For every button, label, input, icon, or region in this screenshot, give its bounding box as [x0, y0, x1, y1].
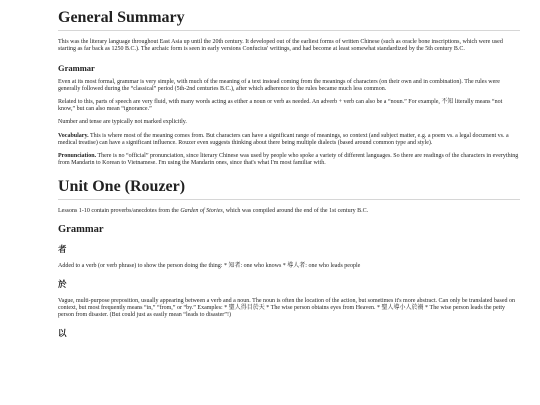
- unit-one-intro-before: Lessons 1-10 contain proverbs/anecdotes from the: [58, 208, 181, 215]
- book-title: Garden of Stories: [180, 208, 223, 215]
- unit-one-grammar-heading: Grammar: [58, 223, 104, 235]
- grammar-paragraph-2: Related to this, parts of speech are very fluid, with many words acting as either a noun or verb as needed. An adverb + verb can also be a “noun.” For example, 不知 literally means “not know,” but can also mean “ignorance.”: [58, 98, 503, 113]
- summary-intro-paragraph: This was the literary language throughout East Asia up until the 20th century. It developed out of the earliest forms of written Chinese (such as oracle bone inscriptions, which were used starting as far back as 1250 B.C.). The archaic form is seen in early versions Confucius' writings, and had become at least somewhat standardized by the 5th century B.C.: [58, 39, 503, 53]
- vocabulary-paragraph: [58, 133, 520, 147]
- section-title-general-summary: General Summary: [58, 8, 520, 31]
- pronunciation-paragraph: [58, 153, 520, 167]
- character-heading-yi: 以: [58, 329, 67, 340]
- unit-one-intro-after: , which was compiled around the end of the 1st century B.C.: [222, 208, 369, 215]
- pronunciation-label: Pronunciation.: [58, 152, 97, 159]
- vocabulary-label: Vocabulary.: [58, 132, 89, 139]
- character-heading-zhe: 者: [58, 244, 67, 255]
- character-yu-explanation: Vague, multi-purpose preposition, usually appearing between a verb and a noun. The noun is often the location of the action, but sometimes it's more abstract. Can only be translated based on context, but most frequently means “in,” “from,” or “by.” Examples: * 聖人得目於天 * The wise person obtains eyes from Heaven. * 聖人導小人於禍 * The wise person leads the petty person from disaster. (But could just as easily mean “leads to disaster”!): [58, 297, 516, 319]
- vocabulary-text: This is where most of the meaning comes from. But characters can have a significant range of meanings, so context (and subject matter, e.g. a poem vs. a legal document vs. a medical treatise) can have a significant influence. Rouzer even suggests thinking about there being multiple dialects (based around common type and style).: [58, 132, 509, 146]
- pronunciation-text: There is no “official” pronunciation, since literary Chinese was used by people who spoke a variety of different languages. So there are readings of the characters in everything from Mandarin to Korean to Vietnamese. I'm using the Mandarin ones, since that's what I'm most familiar with.: [58, 152, 519, 167]
- grammar-paragraph-1: Even at its most formal, grammar is very simple, with much of the meaning of a text instead coming from the meanings of characters (on their own and in combination). The rules were generally followed during the “classical” period (5th-2nd centuries B.C.), after which adherence to the rules became much less common.: [58, 78, 500, 92]
- grammar-heading: Grammar: [58, 62, 95, 73]
- unit-one-intro: [58, 208, 520, 215]
- grammar-paragraph-3: Number and tense are typically not marked explicitly.: [58, 119, 187, 126]
- section-title-unit-one: Unit One (Rouzer): [58, 177, 520, 200]
- character-heading-yu: 於: [58, 279, 67, 290]
- character-zhe-explanation: Added to a verb (or verb phrase) to show the person doing the thing: * 知者: one who knows * 導人者: one who leads people: [58, 262, 361, 269]
